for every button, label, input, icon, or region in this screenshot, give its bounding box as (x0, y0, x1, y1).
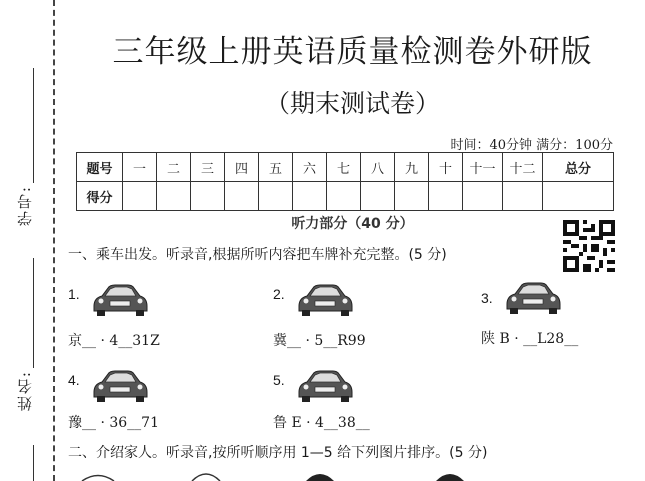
score-cell[interactable] (503, 182, 543, 211)
gutter-line (33, 445, 34, 481)
name-label: 姓名: (16, 370, 34, 412)
score-table-score-row (77, 182, 614, 211)
score-cell[interactable] (123, 182, 157, 211)
table-header-cell: 二 (157, 153, 191, 182)
item-number: 2. (273, 286, 285, 302)
table-header-cell: 五 (259, 153, 293, 182)
table-header-cell: 一 (123, 153, 157, 182)
family-picture-icon (430, 470, 470, 481)
car-icon (295, 280, 355, 320)
table-header-cell: 四 (225, 153, 259, 182)
score-cell[interactable] (543, 182, 614, 211)
table-header-cell: 六 (293, 153, 327, 182)
question-2-instruction: 二、介绍家人。听录音,按所听顺序用 1—5 给下列图片排序。(5 分) (68, 445, 488, 461)
table-header-cell: 八 (361, 153, 395, 182)
student-id-line[interactable] (33, 68, 34, 183)
family-picture-icon (186, 470, 226, 481)
page-subtitle: （期末测试卷） (264, 89, 440, 118)
binding-gutter (0, 0, 56, 481)
score-cell[interactable] (259, 182, 293, 211)
item-number: 5. (273, 372, 285, 388)
score-cell[interactable] (395, 182, 429, 211)
license-plate[interactable]: 鲁 E · 4__38__ (273, 415, 370, 431)
score-cell[interactable] (429, 182, 463, 211)
score-cell[interactable] (225, 182, 259, 211)
item-number: 3. (481, 290, 493, 306)
table-header-cell: 九 (395, 153, 429, 182)
score-row-label: 得分 (77, 182, 123, 211)
license-plate[interactable]: 京__ · 4__31Z (68, 333, 160, 349)
question-1-instruction: 一、乘车出发。听录音,根据所听内容把车牌补充完整。(5 分) (68, 247, 447, 263)
score-cell[interactable] (191, 182, 225, 211)
score-table-header-row (77, 153, 614, 182)
table-header-cell: 三 (191, 153, 225, 182)
score-cell[interactable] (361, 182, 395, 211)
qr-code-icon (563, 220, 615, 272)
car-icon (295, 366, 355, 406)
table-header-cell: 题号 (77, 153, 123, 182)
score-table (76, 152, 614, 211)
item-number: 4. (68, 372, 80, 388)
family-picture-icon (300, 470, 340, 481)
car-icon (90, 366, 150, 406)
table-header-cell: 十二 (503, 153, 543, 182)
listening-section-title: 听力部分（40 分） (291, 216, 414, 232)
license-plate[interactable]: 豫__ · 36__71 (68, 415, 159, 431)
page-title: 三年级上册英语质量检测卷外研版 (112, 34, 593, 70)
license-plate[interactable]: 冀__ · 5__R99 (273, 333, 366, 349)
family-picture-icon (78, 472, 118, 481)
cut-line (53, 0, 55, 481)
car-icon (90, 280, 150, 320)
score-cell[interactable] (463, 182, 503, 211)
car-icon (503, 278, 563, 318)
table-header-cell: 十一 (463, 153, 503, 182)
table-header-cell: 七 (327, 153, 361, 182)
item-number: 1. (68, 286, 80, 302)
score-cell[interactable] (293, 182, 327, 211)
student-id-label: 学号: (16, 185, 34, 227)
name-line[interactable] (33, 258, 34, 368)
score-cell[interactable] (157, 182, 191, 211)
table-header-cell: 十 (429, 153, 463, 182)
time-score-info: 时间：40分钟 满分：100分 (450, 138, 613, 153)
table-header-cell: 总分 (543, 153, 614, 182)
license-plate[interactable]: 陕 B · __L28__ (481, 331, 579, 347)
score-cell[interactable] (327, 182, 361, 211)
